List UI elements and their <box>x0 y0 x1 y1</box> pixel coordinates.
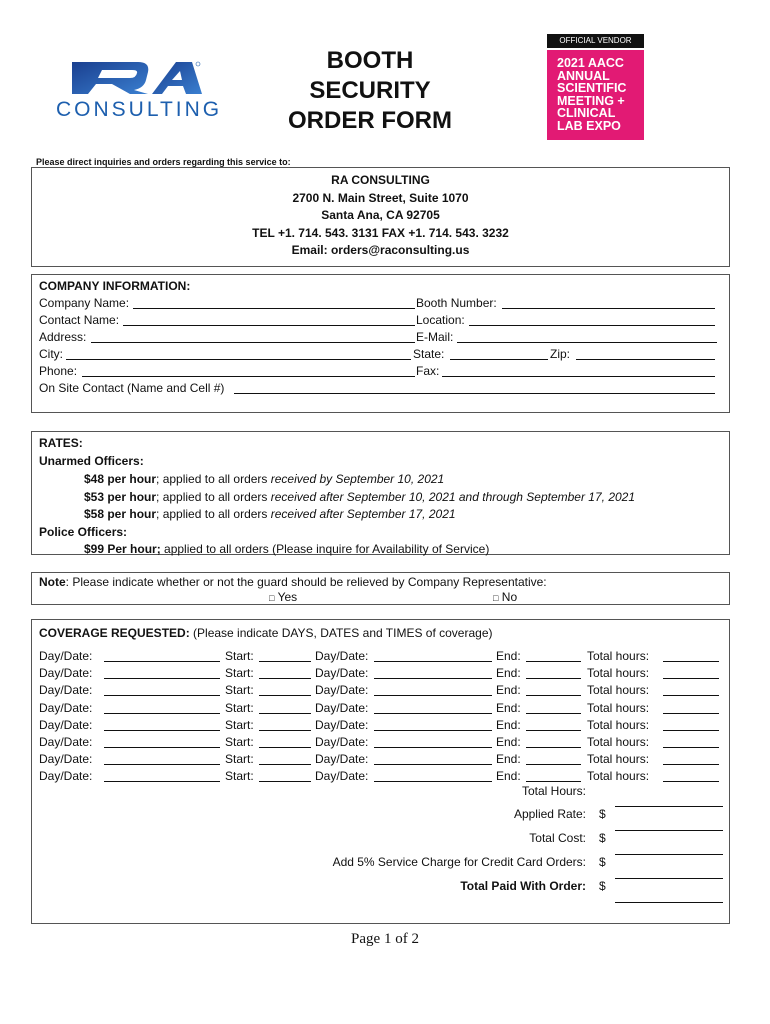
end-field[interactable] <box>526 649 581 662</box>
coverage-heading-row <box>39 626 493 640</box>
relief-note-section <box>31 572 730 605</box>
no-option[interactable] <box>493 590 517 604</box>
no-checkbox[interactable]: □ <box>493 593 499 603</box>
phone-field[interactable] <box>82 364 415 377</box>
end-field[interactable] <box>526 752 581 765</box>
no-label: No <box>501 590 518 604</box>
day-date-label: Day/Date: <box>39 666 93 681</box>
email-label: E-Mail: <box>416 330 454 344</box>
start-field[interactable] <box>259 769 311 782</box>
state-field[interactable] <box>450 347 548 360</box>
day-date-label: Day/Date: <box>39 769 93 784</box>
official-vendor-tag: OFFICIAL VENDOR <box>547 34 644 48</box>
state-label: State: <box>413 347 445 361</box>
contact-name-label: Contact Name: <box>39 313 120 327</box>
contact-city: Santa Ana, CA 92705 <box>321 208 440 222</box>
day-date-label-2: Day/Date: <box>315 735 369 749</box>
rate-58-price: $58 per hour <box>84 507 157 521</box>
end-label: End: <box>496 649 521 663</box>
day-date-label: Day/Date: <box>39 649 93 663</box>
total-hours-row-label: Total hours: <box>587 752 650 767</box>
unarmed-heading: Unarmed Officers: <box>39 454 144 468</box>
coverage-row <box>32 701 729 717</box>
rate-53-mid: ; applied to all orders <box>156 490 271 504</box>
day-date-label-2: Day/Date: <box>315 769 369 784</box>
coverage-row <box>32 769 729 785</box>
rate-53-condition: received after September 10, 2021 and through September 17, 2021 <box>270 490 636 504</box>
city-label: City: <box>39 347 63 361</box>
rate-48 <box>84 472 444 486</box>
company-info-heading: COMPANY INFORMATION: <box>39 279 191 293</box>
end-field[interactable] <box>526 701 581 714</box>
rate-58 <box>84 507 456 521</box>
page-number: Page 1 of 2 <box>351 931 419 947</box>
day-date-label-2: Day/Date: <box>315 717 369 732</box>
event-line-2: ANNUAL <box>557 68 610 83</box>
end-field[interactable] <box>526 718 581 731</box>
event-line-1: 2021 AACC <box>557 56 624 70</box>
company-name-field[interactable] <box>133 296 415 309</box>
service-charge-currency: $ <box>599 855 606 869</box>
total-hours-row-field[interactable] <box>663 769 719 782</box>
start-label: Start: <box>225 666 254 681</box>
event-line-3: SCIENTIFIC <box>557 81 627 95</box>
day-date-label-2: Day/Date: <box>315 649 369 663</box>
day-date-label: Day/Date: <box>39 752 93 767</box>
day-date-label-2: Day/Date: <box>315 666 369 681</box>
start-label: Start: <box>225 649 254 663</box>
end-label: End: <box>496 752 521 767</box>
start-field[interactable] <box>259 683 311 696</box>
total-paid-currency: $ <box>599 879 606 893</box>
day-date-field-2[interactable] <box>374 735 492 748</box>
coverage-row <box>32 718 729 734</box>
rate-48-mid: ; applied to all orders <box>156 472 271 486</box>
start-field[interactable] <box>259 735 311 748</box>
service-charge-label: Add 5% Service Charge for Credit Card Orders: <box>332 855 586 869</box>
day-date-field[interactable] <box>104 735 220 748</box>
start-field[interactable] <box>259 718 311 731</box>
total-hours-row-field[interactable] <box>663 735 719 748</box>
onsite-contact-field[interactable] <box>234 381 715 394</box>
coverage-row <box>32 649 729 665</box>
address-label: Address: <box>39 330 87 344</box>
rates-heading: RATES: <box>39 436 83 450</box>
day-date-field[interactable] <box>104 683 220 696</box>
total-paid-label: Total Paid With Order: <box>460 879 586 893</box>
day-date-field-2[interactable] <box>374 683 492 696</box>
rate-48-price: $48 per hour <box>84 472 157 486</box>
applied-rate-currency: $ <box>599 807 606 821</box>
rate-58-condition: received after September 17, 2021 <box>270 507 456 521</box>
coverage-row <box>32 683 729 699</box>
rate-99-price: $99 Per hour; <box>84 542 161 556</box>
fax-field[interactable] <box>442 364 715 377</box>
total-hours-row-label: Total hours: <box>587 769 650 784</box>
end-label: End: <box>496 735 521 749</box>
applied-rate-label: Applied Rate: <box>513 807 586 821</box>
zip-label: Zip: <box>550 347 571 361</box>
address-field[interactable] <box>91 330 415 343</box>
start-label: Start: <box>225 700 254 715</box>
start-field[interactable] <box>259 649 311 662</box>
end-label: End: <box>496 666 521 681</box>
inquiry-note: Please direct inquiries and orders regarding this service to: <box>36 157 291 167</box>
day-date-field[interactable] <box>104 701 220 714</box>
zip-field[interactable] <box>576 347 715 360</box>
coverage-subheading: (Please indicate DAYS, DATES and TIMES of coverage) <box>189 626 493 640</box>
event-line-6: LAB EXPO <box>557 118 621 133</box>
relief-note <box>39 575 547 589</box>
location-field[interactable] <box>469 313 715 326</box>
day-date-field-2[interactable] <box>374 769 492 782</box>
start-label: Start: <box>225 683 254 698</box>
title-line-3: ORDER FORM <box>288 107 452 134</box>
service-charge-field[interactable] <box>615 877 723 879</box>
day-date-field[interactable] <box>104 649 220 662</box>
contact-info-box <box>31 167 730 267</box>
total-hours-row-label: Total hours: <box>587 683 650 698</box>
day-date-label: Day/Date: <box>39 683 93 698</box>
total-hours-field[interactable] <box>615 805 723 807</box>
rate-99 <box>84 542 489 556</box>
total-hours-row-field[interactable] <box>663 683 719 696</box>
start-field[interactable] <box>259 752 311 765</box>
day-date-field-2[interactable] <box>374 666 492 679</box>
end-field[interactable] <box>526 683 581 696</box>
day-date-field[interactable] <box>104 666 220 679</box>
yes-label: Yes <box>277 590 298 604</box>
coverage-row <box>32 666 729 682</box>
day-date-field-2[interactable] <box>374 701 492 714</box>
coverage-heading: COVERAGE REQUESTED: <box>39 626 190 640</box>
day-date-field-2[interactable] <box>374 752 492 765</box>
phone-label: Phone: <box>39 364 78 378</box>
total-cost-field[interactable] <box>615 853 723 855</box>
event-badge <box>547 50 644 140</box>
total-hours-row-field[interactable] <box>663 701 719 714</box>
logo-wordmark: CONSULTING <box>56 98 223 121</box>
start-label: Start: <box>225 769 254 784</box>
total-hours-row-label: Total hours: <box>587 700 650 715</box>
city-field[interactable] <box>66 347 411 360</box>
title-line-1: BOOTH <box>326 47 414 74</box>
end-field[interactable] <box>526 769 581 782</box>
booth-number-label: Booth Number: <box>416 296 497 310</box>
day-date-field[interactable] <box>104 718 220 731</box>
rates-section <box>31 431 730 555</box>
coverage-row <box>32 735 729 751</box>
location-label: Location: <box>416 313 465 327</box>
day-date-label: Day/Date: <box>39 700 93 715</box>
rate-99-rest: applied to all orders (Please inquire for Availability of Service) <box>160 542 490 556</box>
coverage-row <box>32 752 729 768</box>
total-hours-row-field[interactable] <box>663 718 719 731</box>
end-label: End: <box>496 700 521 715</box>
contact-phone: TEL +1. 714. 543. 3131 FAX +1. 714. 543. 3232 <box>252 225 509 240</box>
total-hours-label: Total Hours: <box>521 784 586 798</box>
day-date-label: Day/Date: <box>39 735 93 749</box>
day-date-label-2: Day/Date: <box>315 700 369 715</box>
total-hours-row-field[interactable] <box>663 752 719 765</box>
rate-53 <box>84 490 635 504</box>
company-info-section <box>31 274 730 413</box>
rate-58-mid: ; applied to all orders <box>156 507 271 521</box>
end-field[interactable] <box>526 735 581 748</box>
end-field[interactable] <box>526 666 581 679</box>
contact-street: 2700 N. Main Street, Suite 1070 <box>292 190 469 205</box>
onsite-contact-label: On Site Contact (Name and Cell #) <box>39 381 225 395</box>
email-field[interactable] <box>457 330 717 343</box>
total-hours-row-field[interactable] <box>663 666 719 679</box>
total-cost-currency: $ <box>599 831 606 845</box>
booth-number-field[interactable] <box>502 296 715 309</box>
start-field[interactable] <box>259 701 311 714</box>
day-date-label-2: Day/Date: <box>315 683 369 698</box>
note-label: Note <box>39 575 66 589</box>
end-label: End: <box>496 717 521 732</box>
end-label: End: <box>496 683 521 698</box>
contact-email[interactable]: Email: orders@raconsulting.us <box>291 243 470 257</box>
company-name-label: Company Name: <box>39 296 130 310</box>
start-field[interactable] <box>259 666 311 679</box>
contact-company: RA CONSULTING <box>331 173 430 187</box>
day-date-field-2[interactable] <box>374 718 492 731</box>
event-line-5: CLINICAL <box>557 106 616 120</box>
day-date-label-2: Day/Date: <box>315 752 369 767</box>
contact-name-field[interactable] <box>123 313 415 326</box>
rate-48-condition: received by September 10, 2021 <box>270 472 445 486</box>
total-cost-label: Total Cost: <box>529 831 586 845</box>
title-line-2: SECURITY <box>309 77 431 104</box>
end-label: End: <box>496 769 521 784</box>
police-heading: Police Officers: <box>39 525 128 539</box>
start-label: Start: <box>225 752 254 767</box>
fax-label: Fax: <box>416 364 440 378</box>
day-date-field-2[interactable] <box>374 649 492 662</box>
coverage-section <box>31 619 730 924</box>
day-date-field[interactable] <box>104 769 220 782</box>
total-hours-row-label: Total hours: <box>587 649 650 663</box>
total-hours-row-label: Total hours: <box>587 666 650 681</box>
yes-checkbox[interactable]: □ <box>269 593 275 603</box>
total-hours-row-label: Total hours: <box>587 735 650 749</box>
yes-option[interactable] <box>269 590 297 604</box>
start-label: Start: <box>225 735 254 749</box>
form-title <box>262 46 478 136</box>
applied-rate-field[interactable] <box>615 829 723 831</box>
day-date-field[interactable] <box>104 752 220 765</box>
day-date-label: Day/Date: <box>39 717 93 732</box>
event-line-4: MEETING + <box>557 93 625 108</box>
rate-53-price: $53 per hour <box>84 490 157 504</box>
total-hours-row-field[interactable] <box>663 649 719 662</box>
total-hours-row-label: Total hours: <box>587 717 650 732</box>
total-paid-field[interactable] <box>615 901 723 903</box>
start-label: Start: <box>225 717 254 732</box>
note-text: : Please indicate whether or not the guard should be relieved by Company Representative: <box>65 575 547 589</box>
